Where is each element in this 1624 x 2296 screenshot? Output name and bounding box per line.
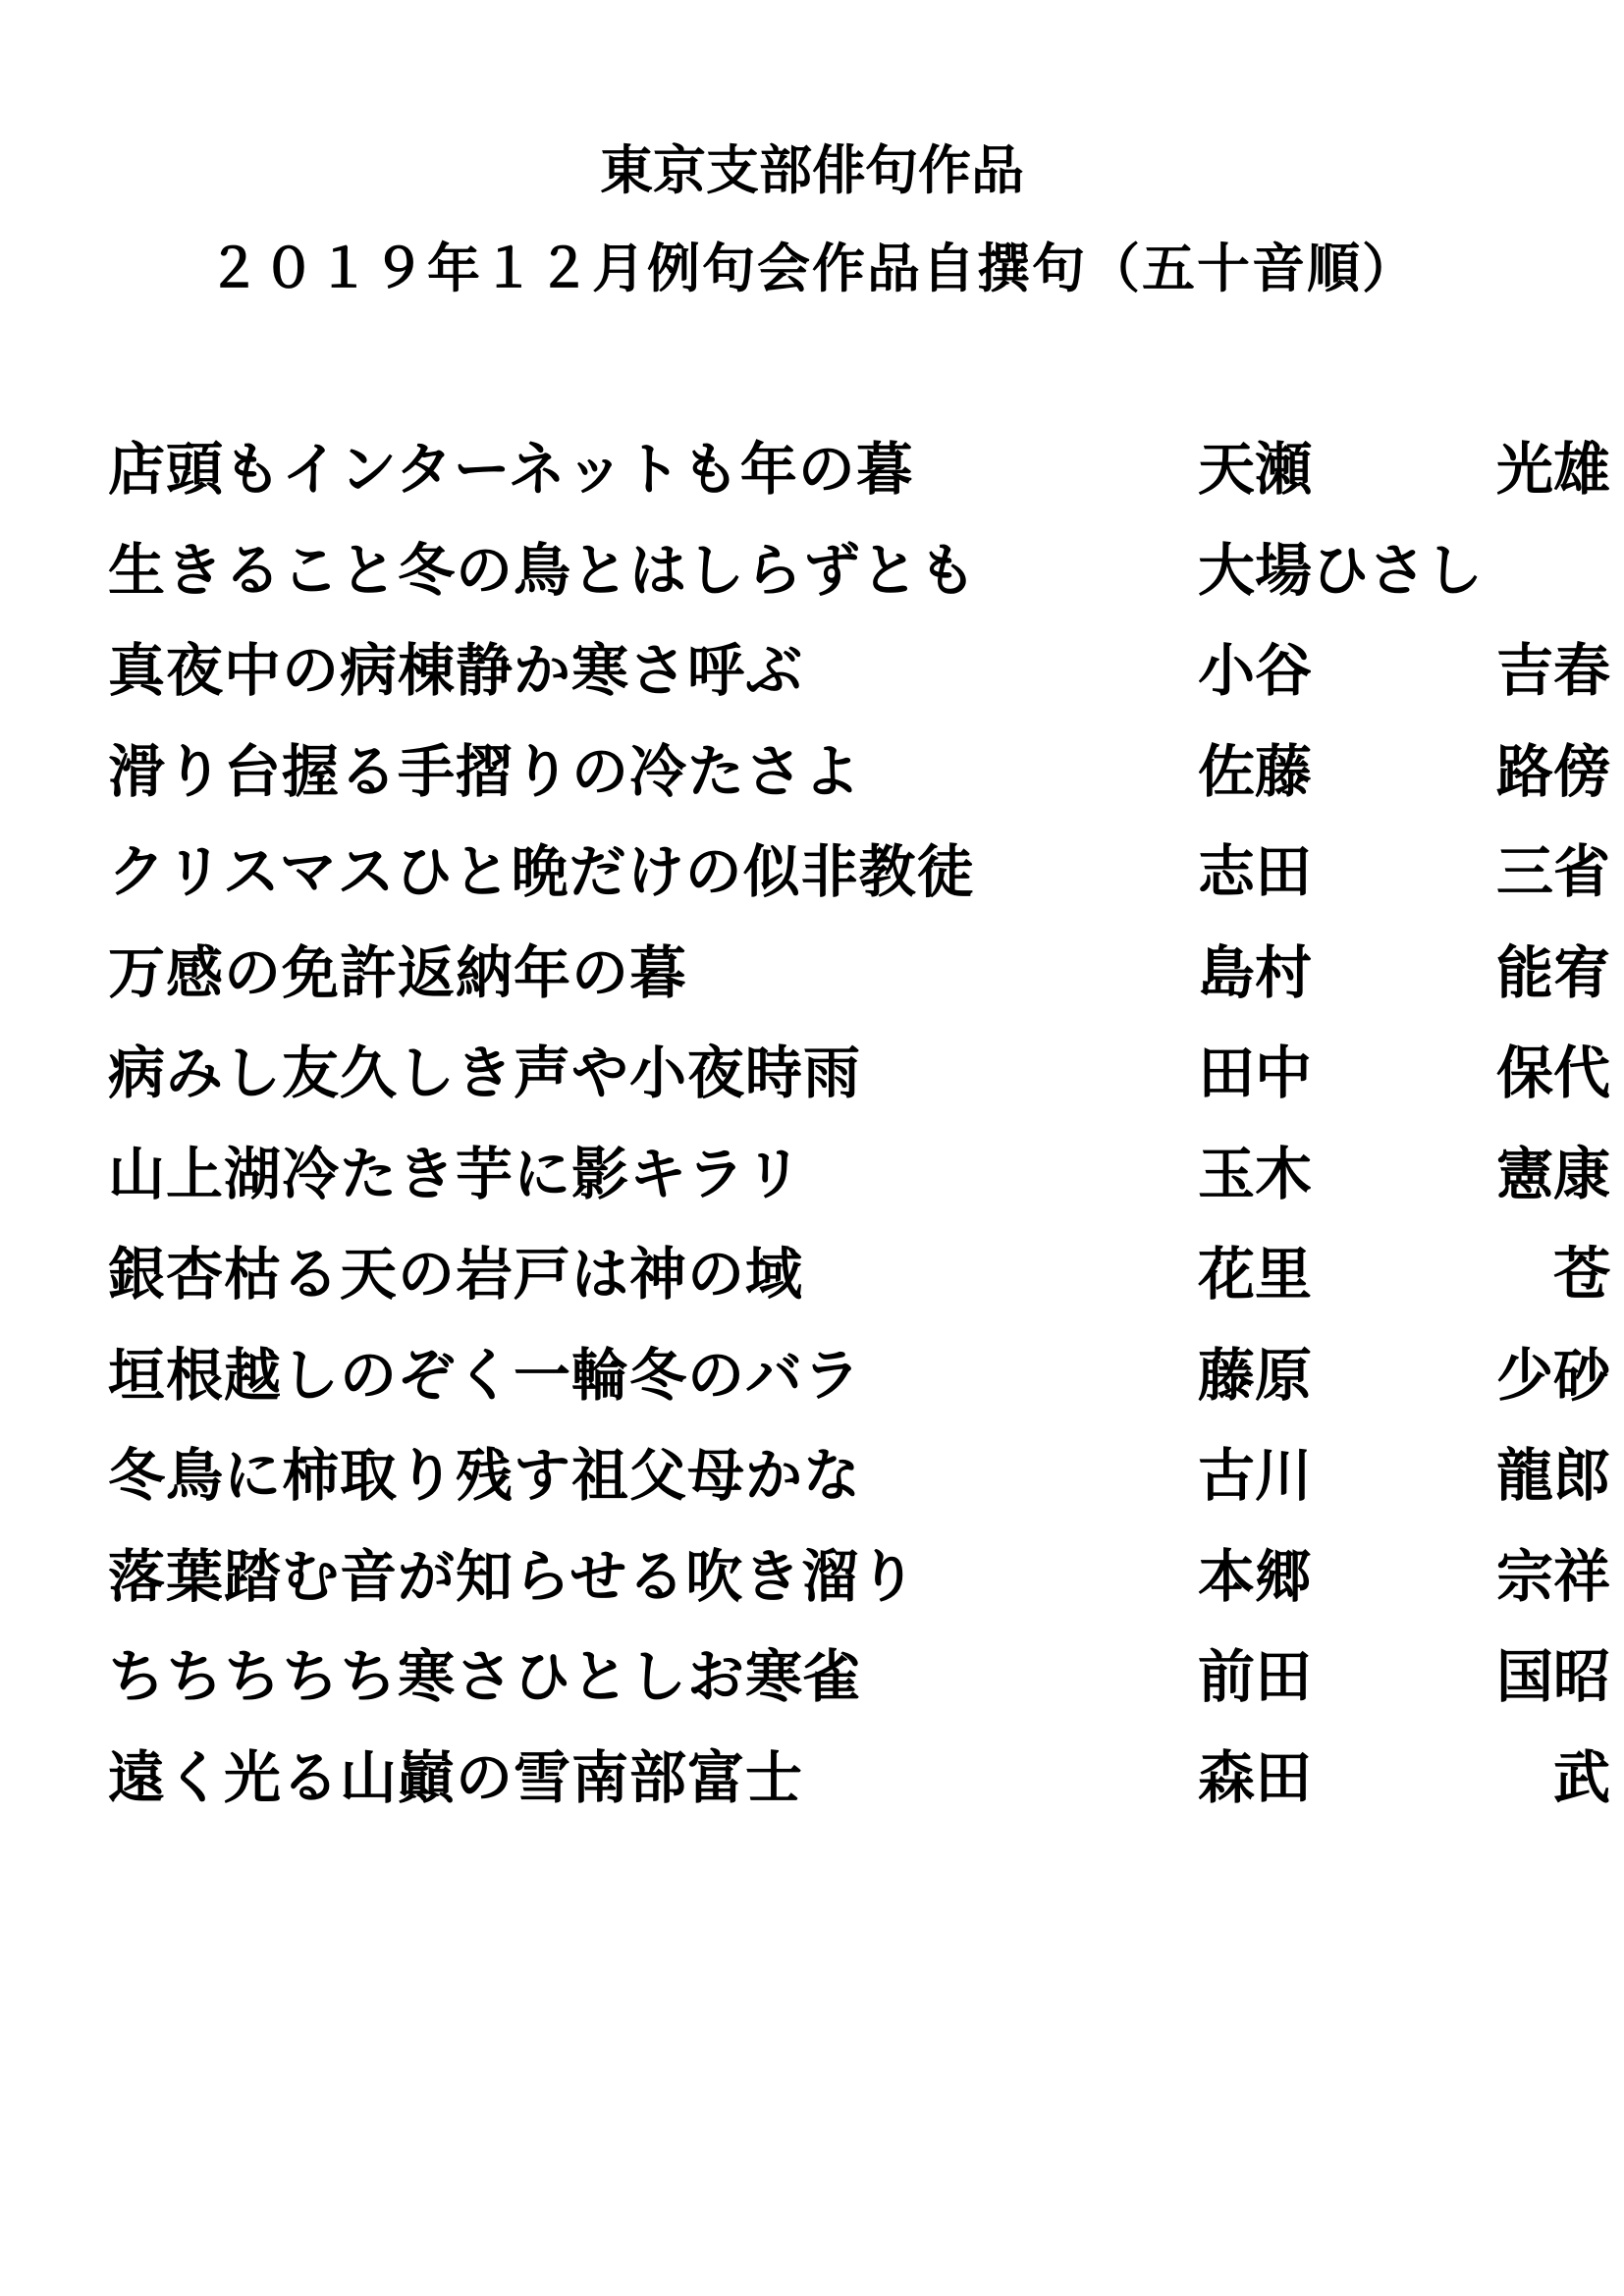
haiku-entry [108,724,1610,826]
author-given-name: 宗祥 [1495,1542,1610,1610]
haiku-entry [108,1026,1610,1127]
haiku-entry [108,1629,1610,1731]
haiku-text: 遠く光る山巓の雪南部富士 [108,1743,804,1811]
author-family-name: 前田 [1198,1643,1313,1710]
author-given-name: 憲康 [1495,1140,1610,1207]
author-family-name: 天瀬 [1198,436,1313,503]
haiku-entry [108,1127,1610,1228]
author-family-name: 古川 [1198,1442,1313,1509]
author-given-name: 少砂 [1495,1341,1610,1409]
haiku-text: クリスマスひと晩だけの似非教徒 [108,838,975,905]
haiku-text: ちちちちち寒さひとしお寒雀 [108,1643,862,1710]
author-family-name: 花里 [1198,1241,1313,1308]
author-given-name: 三省 [1495,838,1610,905]
haiku-text: 銀杏枯る天の岩戸は神の域 [108,1241,804,1308]
author-family-name: 島村 [1198,938,1313,1006]
haiku-entry [108,1731,1610,1832]
haiku-entry [108,1428,1610,1529]
author-given-name: 国昭 [1495,1643,1610,1710]
author-family-name: 佐藤 [1198,737,1313,805]
author-given-name: 武 [1552,1743,1610,1811]
haiku-text: 冬鳥に柿取り残す祖父母かな [108,1442,862,1509]
haiku-entry [108,926,1610,1027]
author-given-name: 龍郎 [1495,1442,1610,1509]
author-family-name: 大場ひさし [1198,536,1484,604]
author-given-name: 苍 [1552,1241,1610,1308]
author-family-name: 藤原 [1198,1341,1313,1409]
haiku-text: 山上湖冷たき芋に影キラリ [108,1140,804,1207]
author-family-name: 玉木 [1198,1140,1313,1207]
haiku-entry [108,1328,1610,1429]
author-family-name: 志田 [1198,838,1313,905]
author-family-name: 本郷 [1198,1542,1313,1610]
haiku-text: 病みし友久しき声や小夜時雨 [108,1040,862,1106]
author-family-name: 小谷 [1198,637,1313,704]
haiku-entry [108,623,1610,724]
haiku-text: 生きること冬の鳥とはしらずとも [108,536,978,604]
haiku-entry [108,825,1610,926]
author-given-name: 保代 [1495,1040,1610,1106]
haiku-text: 万感の免許返納年の暮 [108,938,688,1006]
haiku-text: 落葉踏む音が知らせる吹き溜り [108,1542,918,1610]
haiku-text: 真夜中の病棟静か寒さ呼ぶ [108,637,804,704]
haiku-entry [108,1529,1610,1630]
haiku-text: 店頭もインターネットも年の暮 [108,436,914,503]
author-given-name: 路傍 [1495,737,1610,805]
author-given-name: 能宥 [1495,938,1610,1006]
haiku-entry [108,1227,1610,1328]
haiku-text: 垣根越しのぞく一輪冬のバラ [108,1341,862,1409]
haiku-list [108,422,1610,1831]
haiku-text: 滑り台握る手摺りの冷たさよ [108,737,862,805]
author-family-name: 田中 [1198,1040,1313,1106]
haiku-entry [108,523,1522,624]
page-title: 東京支部俳句作品 [600,138,1024,201]
author-given-name: 吉春 [1495,637,1610,704]
author-family-name: 森田 [1198,1743,1313,1811]
haiku-entry [108,422,1610,523]
page-subtitle: ２０１９年１２月例句会作品自撰句（五十音順） [207,237,1417,299]
author-given-name: 光雄 [1495,436,1610,503]
